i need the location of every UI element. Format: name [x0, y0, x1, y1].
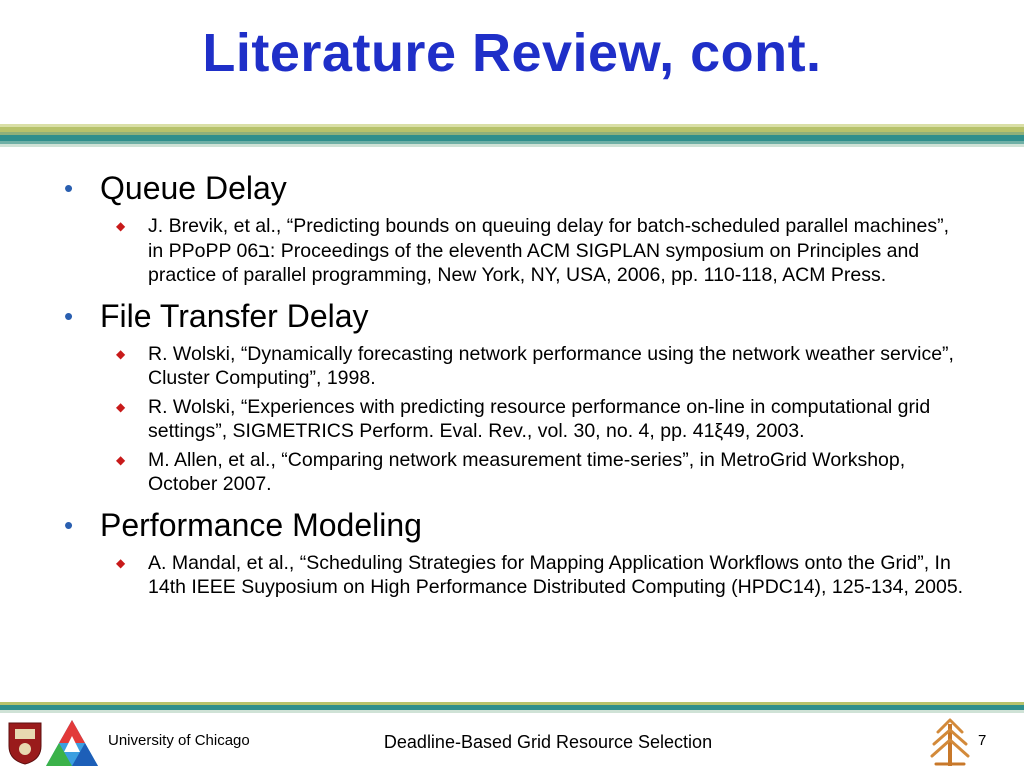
section-items	[114, 214, 978, 288]
section-file-transfer-delay	[58, 296, 978, 336]
title-divider	[0, 124, 1024, 148]
section-label: File Transfer Delay	[100, 297, 369, 334]
section-performance-modeling	[58, 505, 978, 545]
reference-item	[114, 551, 978, 600]
reference-item	[114, 342, 978, 391]
reference-item	[114, 395, 978, 444]
section-bullet-icon: •	[64, 300, 74, 331]
reference-text: A. Mandal, et al., “Scheduling Strategies for Mapping Application Workflows onto the Grid”, In 14th IEEE Suyposium on High Performance Distributed Computing (HPDC14), 125-134, 2005.	[148, 551, 964, 598]
slide-footer	[0, 714, 1024, 768]
diamond-bullet-icon: ◆	[116, 452, 126, 467]
diamond-bullet-icon: ◆	[116, 346, 126, 361]
reference-text: R. Wolski, “Dynamically forecasting network performance using the network weather service”, Cluster Computing”, 1998.	[148, 342, 954, 389]
page-number: 7	[978, 732, 987, 749]
section-items	[114, 551, 978, 600]
slide-body	[58, 166, 978, 608]
diamond-bullet-icon: ◆	[116, 399, 126, 414]
reference-text: M. Allen, et al., “Comparing network measurement time-series”, in MetroGrid Workshop, October 2007.	[148, 448, 906, 495]
reference-text: J. Brevik, et al., “Predicting bounds on queuing delay for batch-scheduled parallel machines”, in PPoPP ב06: Proceedings of the eleventh ACM SIGPLAN symposium on Principles and practice of parallel programming, New York, NY, USA, 2006, pp. 110-118, ACM Press.	[148, 215, 950, 286]
tree-logo-icon	[928, 716, 972, 768]
diamond-bullet-icon: ◆	[116, 219, 126, 233]
institution-name: University of Chicago	[108, 732, 250, 749]
diamond-bullet-icon: ◆	[116, 555, 126, 570]
section-items	[114, 342, 978, 497]
reference-text: R. Wolski, “Experiences with predicting resource performance on-line in computational grid settings”, SIGMETRICS Perform. Eval. Rev., vol. 30, no. 4, pp. 41ξ49, 2003.	[148, 395, 931, 442]
reference-item	[114, 214, 978, 288]
slide-title: Literature Review, cont.	[202, 23, 822, 83]
section-label: Queue Delay	[100, 170, 287, 206]
section-bullet-icon: •	[64, 173, 74, 203]
deck-title-text: Deadline-Based Grid Resource Selection	[383, 732, 713, 752]
reference-item	[114, 448, 978, 497]
section-label: Performance Modeling	[100, 506, 422, 543]
section-bullet-icon: •	[64, 509, 74, 540]
footer-divider	[0, 702, 1024, 714]
deck-title	[0, 732, 1024, 753]
section-queue-delay	[58, 168, 978, 208]
